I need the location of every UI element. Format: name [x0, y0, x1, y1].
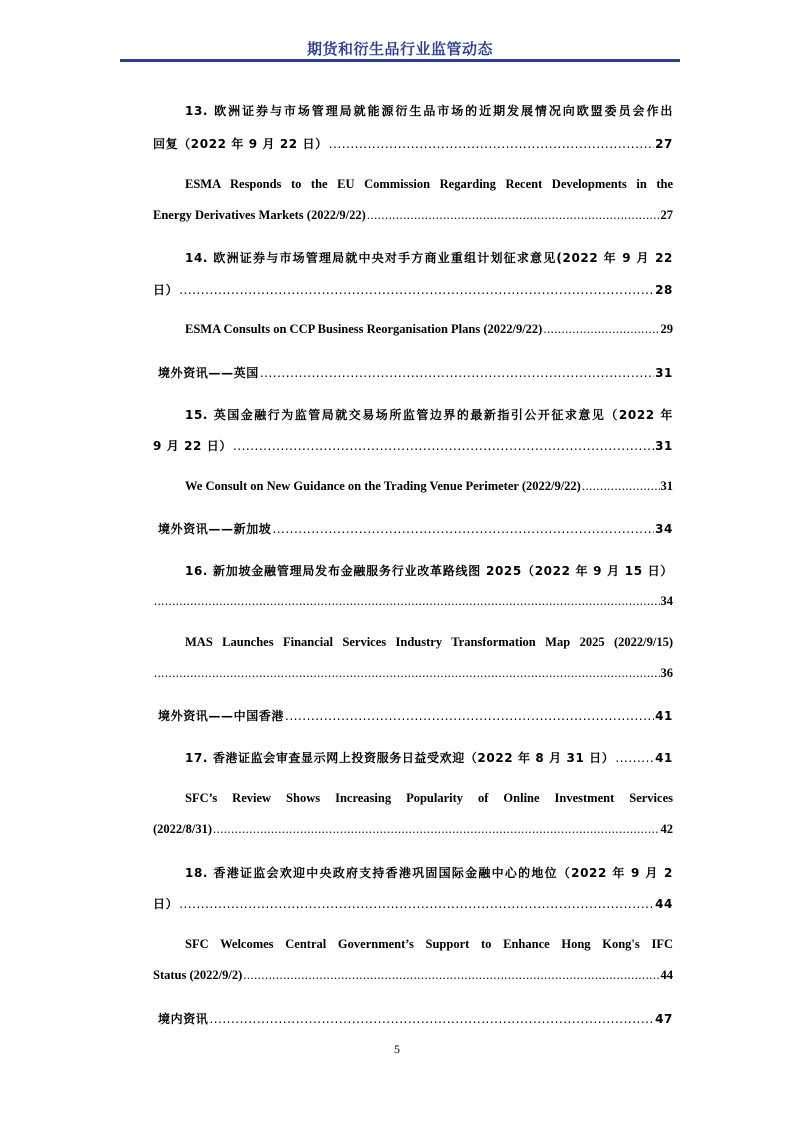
dot-leader [213, 822, 659, 837]
toc-entry-sfc-review-line2[interactable]: (2022/8/31) ..... 42 [153, 822, 673, 837]
dot-leader [367, 208, 660, 223]
toc-section-singapore[interactable]: 境外资讯——新加坡 ..... 34 [158, 520, 673, 537]
toc-entry-13-line2[interactable]: 回复（2022 年 9 月 22 日） ..... 27 [153, 135, 673, 152]
dot-leader [154, 666, 660, 681]
dot-leader [329, 137, 654, 151]
dot-leader [285, 709, 654, 723]
toc-page-number: 29 [660, 322, 673, 336]
toc-entry-16-line1[interactable]: 16. 新加坡金融管理局发布金融服务行业改革路线图 2025（2022 年 9 月 15 日） [185, 564, 673, 578]
toc-entry-18-line2[interactable]: 日） ..... 44 [153, 895, 673, 912]
toc-page-number: 47 [655, 1012, 673, 1026]
dot-leader [233, 439, 654, 453]
toc-page-number: 28 [655, 283, 673, 297]
toc-entry-esma-responds-line2[interactable]: Energy Derivatives Markets (2022/9/22) ..... 27 [153, 208, 673, 223]
toc-page-number: 44 [660, 968, 673, 982]
toc-page-number: 36 [660, 666, 673, 680]
toc-entry-sfc-welcomes-line1[interactable]: SFC Welcomes Central Government’s Support to Enhance Hong Kong's IFC [185, 937, 673, 951]
toc-page-number: 34 [655, 522, 673, 536]
dot-leader [272, 522, 654, 536]
dot-leader [179, 897, 654, 911]
toc-entry-13-line1[interactable]: 13. 欧洲证券与市场管理局就能源衍生品市场的近期发展情况向欧盟委员会作出 [185, 104, 673, 118]
toc-section-domestic[interactable]: 境内资讯 ..... 47 [158, 1010, 673, 1027]
page-number: 5 [394, 1042, 400, 1056]
toc-entry-16-line2[interactable] [153, 594, 673, 609]
toc-entry-we-consult[interactable]: We Consult on New Guidance on the Trading Venue Perimeter (2022/9/22) ..... 31 [185, 479, 673, 494]
toc-page-number: 31 [655, 439, 673, 453]
toc-page-number: 41 [655, 709, 673, 723]
toc-entry-14-line2[interactable]: 日） ..... 28 [153, 281, 673, 298]
toc-entry-mas-launches-line2[interactable] [153, 666, 673, 681]
dot-leader [154, 594, 660, 609]
toc-page-number: 42 [660, 822, 673, 836]
header-rule [120, 59, 680, 62]
toc-entry-18-line1[interactable]: 18. 香港证监会欢迎中央政府支持香港巩固国际金融中心的地位（2022 年 9 月 2 [185, 866, 673, 880]
toc-page-number: 34 [660, 594, 673, 608]
toc-section-uk[interactable]: 境外资讯——英国 ..... 31 [158, 364, 673, 381]
toc-entry-sfc-review-line1[interactable]: SFC’s Review Shows Increasing Popularity of Online Investment Services [185, 791, 673, 805]
dot-leader [543, 322, 659, 337]
toc-entry-15-line1[interactable]: 15. 英国金融行为监管局就交易场所监管边界的最新指引公开征求意见（2022 年 [185, 408, 673, 422]
toc-page-number: 27 [660, 208, 673, 222]
dot-leader [615, 751, 654, 765]
toc-page-number: 27 [655, 137, 673, 151]
toc-entry-esma-responds-line1[interactable]: ESMA Responds to the EU Commission Regarding Recent Developments in the [185, 177, 673, 191]
toc-entry-17[interactable]: 17. 香港证监会审查显示网上投资服务日益受欢迎（2022 年 8 月 31 日） ..... 41 [185, 749, 673, 766]
toc-section-hong-kong[interactable]: 境外资讯——中国香港 ..... 41 [158, 707, 673, 724]
dot-leader [179, 283, 654, 297]
toc-entry-sfc-welcomes-line2[interactable]: Status (2022/9/2) ..... 44 [153, 968, 673, 983]
toc-page-number: 31 [655, 366, 673, 380]
toc-page-number: 41 [655, 751, 673, 765]
dot-leader [209, 1012, 654, 1026]
toc-entry-15-line2[interactable]: 9 月 22 日） ..... 31 [153, 437, 673, 454]
dot-leader [582, 479, 660, 494]
toc-page-number: 31 [660, 479, 673, 493]
toc-entry-esma-consults[interactable]: ESMA Consults on CCP Business Reorganisation Plans (2022/9/22) ..... 29 [185, 322, 673, 337]
toc-entry-14-line1[interactable]: 14. 欧洲证券与市场管理局就中央对手方商业重组计划征求意见(2022 年 9 月 22 [185, 251, 673, 265]
running-header: 期货和衍生品行业监管动态 [306, 40, 493, 58]
dot-leader [243, 968, 659, 983]
dot-leader [260, 366, 654, 380]
toc-page-number: 44 [655, 897, 673, 911]
toc-entry-mas-launches-line1[interactable]: MAS Launches Financial Services Industry Transformation Map 2025 (2022/9/15) [185, 635, 673, 649]
